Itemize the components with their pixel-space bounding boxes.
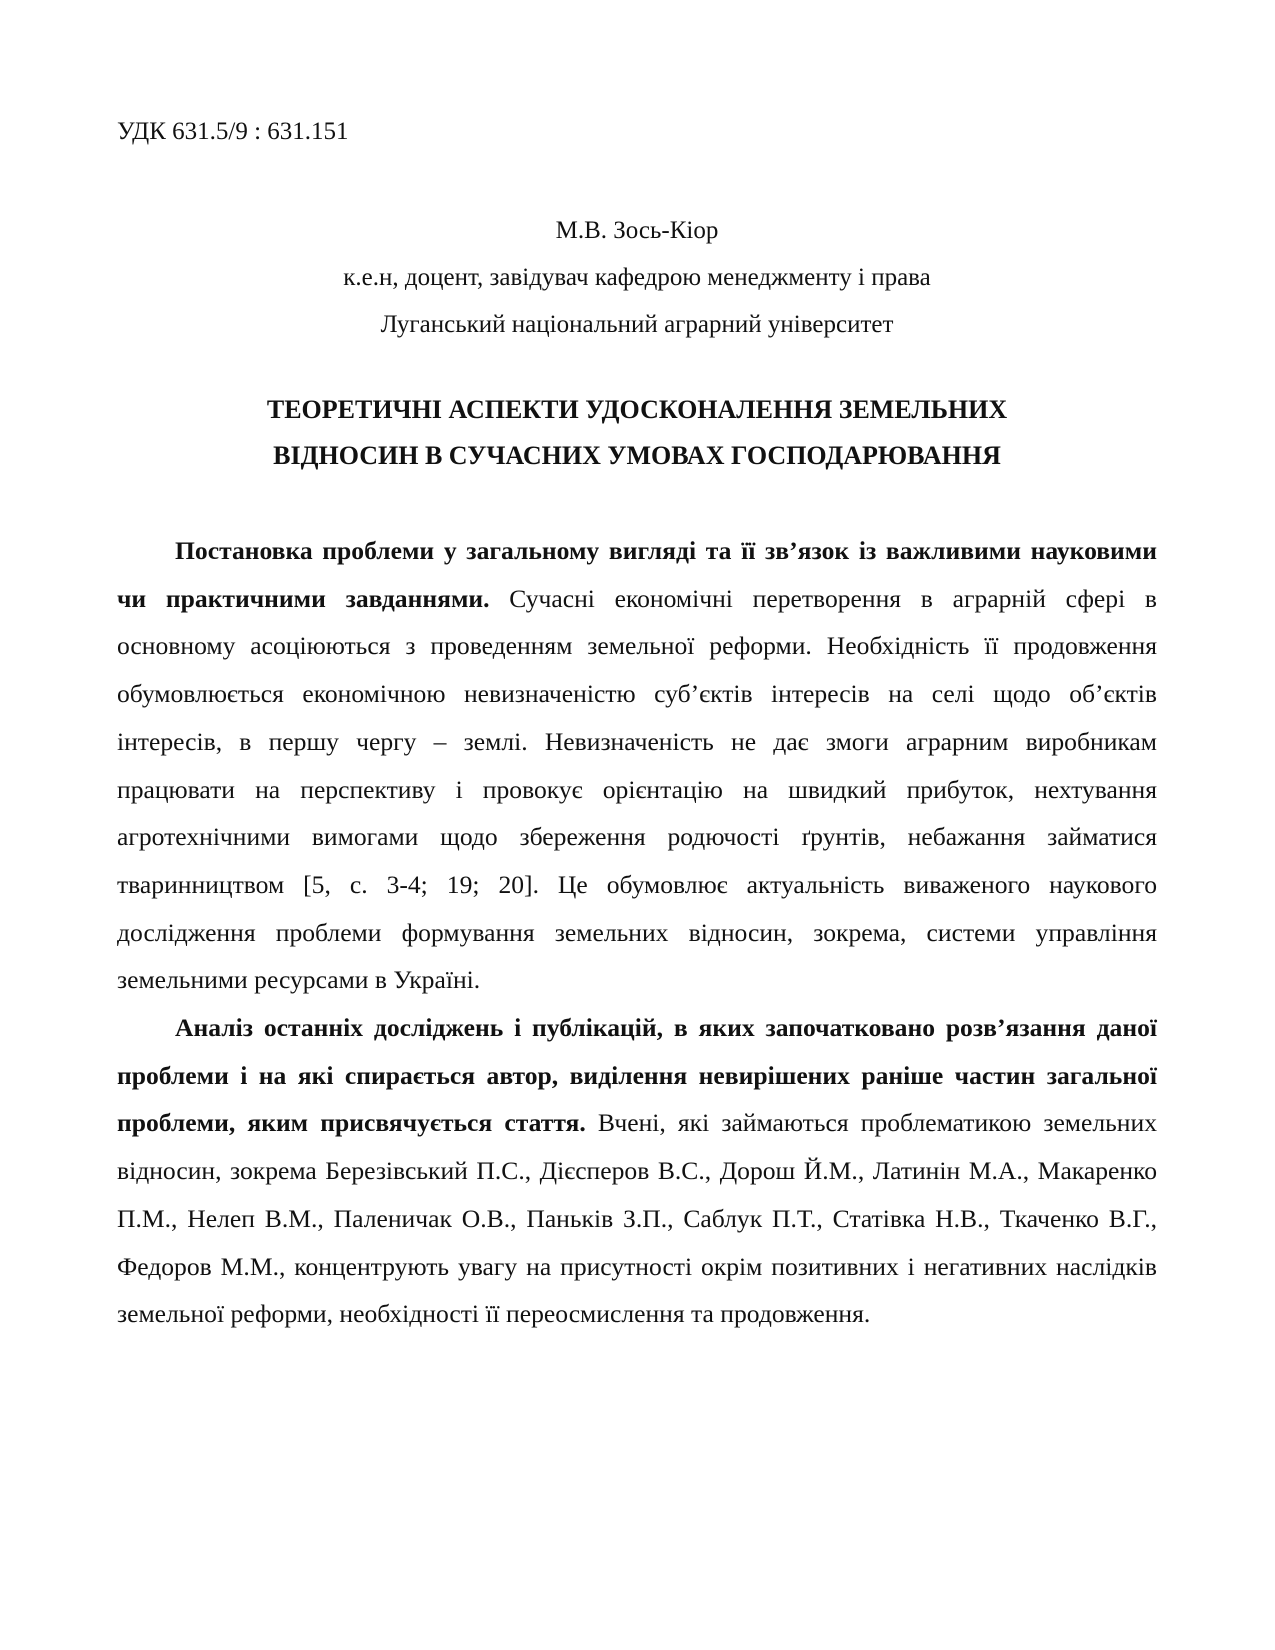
paper-title-line-1: ТЕОРЕТИЧНІ АСПЕКТИ УДОСКОНАЛЕННЯ ЗЕМЕЛЬНИХ [266, 395, 1008, 424]
paper-title [117, 387, 1157, 479]
section-paragraph [117, 527, 1157, 1004]
paper-body [117, 527, 1157, 1338]
author-position: к.е.н, доцент, завідувач кафедрою менеджменту і права [343, 264, 931, 291]
author-affiliation: Луганський національний аграрний університет [380, 311, 894, 338]
section-text: Сучасні економічні перетворення в аграрній сфері в основному асоціюються з проведенням земельної реформи. Необхідність її продовження обумовлюється економічною невизначеністю суб’єктів інтересів на селі щодо об’єктів інтересів, в першу чергу – землі. Невизначеність не дає змоги аграрним виробникам працювати на перспективу і провокує орієнтацію на швидкий прибуток, нехтування агротехнічними вимогами щодо збереження родючості ґрунтів, небажання займатися тваринництвом [5, с. 3-4; 19; 20]. Це обумовлює актуальність виваженого наукового дослідження проблеми формування земельних відносин, зокрема, системи управління земельними ресурсами в Україні. [117, 583, 1157, 995]
author-name: М.В. Зось-Кіор [555, 217, 719, 244]
section-text: Вчені, які займаються проблематикою земельних відносин, зокрема Березівський П.С., Дієсперов В.С., Дорош Й.М., Латинін М.А., Макаренко П.М., Нелеп В.М., Паленичак О.В., Паньків З.П., Саблук П.Т., Статівка Н.В., Ткаченко В.Г., Федоров М.М., концентрують увагу на присутності окрім позитивних і негативних наслідків земельної реформи, необхідності її переосмислення та продовження. [117, 1108, 1157, 1329]
section-paragraph [117, 1004, 1157, 1338]
section-heading: Постановка проблеми у загальному вигляді та її зв’язок із важливими науковими чи практичними завданнями. [117, 536, 1157, 613]
author-block [117, 207, 1157, 348]
section-heading: Аналіз останніх досліджень і публікацій, в яких започатковано розв’язання даної проблеми і на які спирається автор, виділення невирішених раніше частин загальної проблеми, яким присвячується стаття. [117, 1013, 1157, 1138]
udc-code: УДК 631.5/9 : 631.151 [117, 118, 349, 145]
paper-title-line-2: ВІДНОСИН В СУЧАСНИХ УМОВАХ ГОСПОДАРЮВАННЯ [273, 441, 1001, 470]
